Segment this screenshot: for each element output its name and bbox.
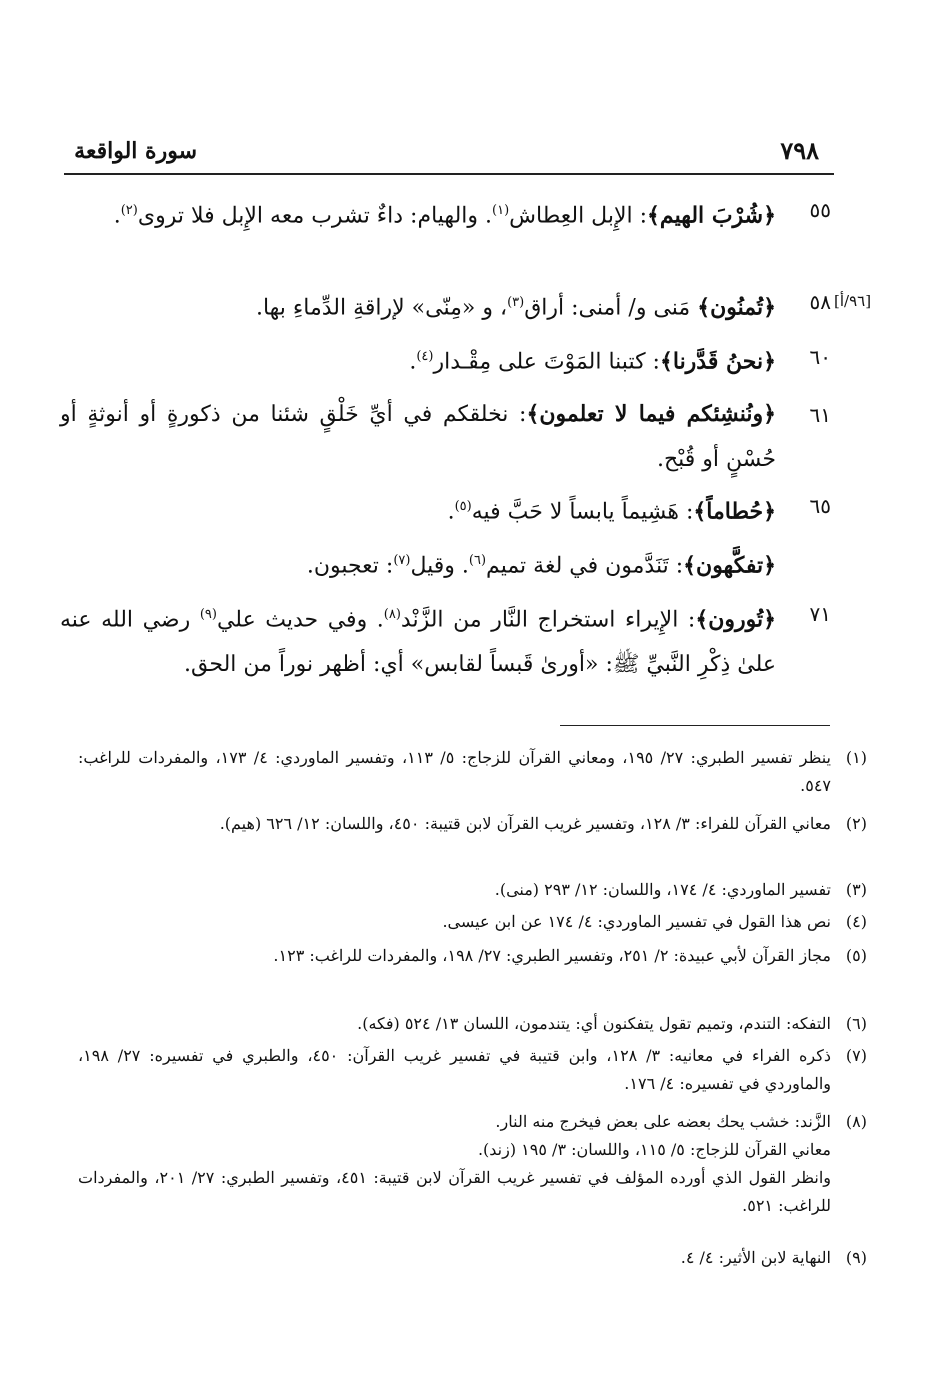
footnote-ref[interactable]: (٢) — [120, 203, 138, 218]
verse-number: ٦١ — [809, 403, 831, 427]
footnote — [78, 810, 867, 838]
footnote-text: نص هذا القول في تفسير الماوردي: ٤/ ١٧٤ عن ابن عيسى. — [442, 912, 831, 931]
footnote — [78, 942, 867, 970]
footnote-text: تفسير الماوردي: ٤/ ١٧٤، واللسان: ١٢/ ٢٩٣ (منى). — [494, 880, 831, 899]
gloss-entry: ﴿نحنُ قَدَّرنا﴾: كتبنا المَوْتَ على مِقْـدار$^{(٤)}$. — [409, 348, 776, 375]
footnote-text: معاني القرآن للفراء: ٣/ ١٢٨، وتفسير غريب القرآن لابن قتيبة: ٤٥٠، واللسان: ١٢/ ٦٢٦ (هيم). — [219, 814, 831, 833]
quran-term: ﴿شُرْبَ الهيم﴾ — [647, 202, 776, 229]
footnote — [78, 1010, 867, 1038]
surah-title: سورة الواقعة — [74, 138, 197, 164]
footnote-separator — [560, 725, 830, 726]
header-rule — [64, 173, 834, 175]
footnote-text: ينظر تفسير الطبري: ٢٧/ ١٩٥، ومعاني القرآن للزجاج: ٥/ ١١٣، وتفسير الماوردي: ٤/ ١٧٣، والمفردات للراغب: ٥٤٧. — [78, 748, 831, 795]
gloss-entry: ﴿تُمنُون﴾ مَنى و/ أمنى: أراق$^{(٣)}$، و «مِنّى» لإراقةِ الدِّماءِ بها. — [255, 294, 776, 321]
footnote-number: (٩) — [845, 1248, 867, 1267]
footnote-number: (٢) — [845, 814, 867, 833]
footnote-ref[interactable]: (٧) — [393, 553, 411, 568]
footnote-number: (٣) — [845, 880, 867, 899]
footnote-text: ذكره الفراء في معانيه: ٣/ ١٢٨، وابن قتيبة في تفسير غريب القرآن: ٤٥٠، والطبري في تفسيره: ٢٧/ ١٩٨، والماوردي في تفسيره: ٤/ ١٧٦. — [78, 1046, 831, 1093]
footnote-ref[interactable]: (٩) — [199, 607, 217, 622]
manuscript-folio: [٩٦/أ] — [834, 292, 872, 310]
footnote — [78, 1244, 867, 1272]
footnote-ref[interactable]: (٦) — [468, 553, 487, 568]
footnote-ref[interactable]: (٣) — [507, 295, 525, 310]
verse-number: ٥٨ — [809, 290, 831, 314]
quran-term: ﴿حُطاماً﴾ — [693, 498, 776, 525]
gloss-entry: ﴿ونُنشِئكم فيما لا تعلمون﴾: نخلقكم في أيِّ خَلْقٍ شئنا من ذكورةٍ أو أنوثةٍ أو حُسْنٍ أو قُبْح. — [60, 401, 776, 472]
quran-term: ﴿نحنُ قَدَّرنا﴾ — [659, 348, 776, 375]
footnote-text: الزَّند: خشب يحك بعضه على بعض فيخرج منه النار. — [495, 1112, 831, 1131]
footnote-ref[interactable]: (٥) — [454, 499, 472, 514]
footnote — [78, 1042, 867, 1098]
footnote-ref[interactable]: (١) — [492, 203, 510, 218]
footnote — [78, 876, 867, 904]
footnote — [78, 908, 867, 936]
footnote-ref[interactable]: (٨) — [383, 607, 401, 622]
footnote-number: (٨) — [845, 1112, 867, 1131]
footnote-text: النهاية لابن الأثير: ٤/ ٤. — [680, 1248, 831, 1267]
footnote-number: (٧) — [845, 1046, 867, 1065]
footnote — [78, 1108, 867, 1220]
quran-term: ﴿تُورون﴾ — [695, 606, 777, 633]
gloss-entry: ﴿تُورون﴾: الإِيراء استخراج النَّار من الزَّنْد$^{(٨)}$. وفي حديث علي$^{(٩)}$ رضي الله عنه علىٰ ذِكْرِ النَّبيِّ ﷺ: «أورىٰ قَبساً لقابس» أي: أظهر نوراً من الحق. — [60, 606, 777, 678]
footnote-ref[interactable]: (٤) — [416, 349, 434, 364]
footnote-text: وانظر القول الذي أورده المؤلف في تفسير غريب القرآن لابن قتيبة: ٤٥١، وتفسير الطبري: ٢٧/ ٢٠١، والمفردات للراغب: ٥٢١. — [78, 1168, 832, 1215]
footnote-number: (٥) — [845, 946, 867, 965]
page-number: ٧٩٨ — [780, 136, 819, 165]
gloss-entry: ﴿حُطاماً﴾: هَشِيماً يابساً لا حَبَّ فيه$^{(٥)}$. — [447, 498, 776, 525]
verse-number: ٦٠ — [809, 345, 831, 369]
verse-number: ٦٥ — [809, 494, 831, 518]
footnote-number: (١) — [845, 748, 867, 767]
verse-number: ٥٥ — [809, 198, 831, 222]
quran-term: ﴿ونُنشِئكم فيما لا تعلمون﴾ — [526, 401, 776, 427]
footnote-text: معاني القرآن للزجاج: ٥/ ١١٥، واللسان: ٣/ ١٩٥ (زند). — [477, 1140, 831, 1159]
footnote-number: (٦) — [845, 1014, 867, 1033]
footnote-text: التفكه: التندم، وتميم تقول يتفكنون أي: يتندمون، اللسان ١٣/ ٥٢٤ (فكه). — [357, 1014, 831, 1033]
quran-term: ﴿تفكَّهون﴾ — [683, 552, 776, 579]
gloss-entry: ﴿تفكَّهون﴾: تَنَدَّمون في لغة تميم$^{(٦)}$. وقيل$^{(٧)}$: تعجبون. — [306, 552, 776, 579]
footnote — [78, 744, 867, 800]
footnote-number: (٤) — [845, 912, 867, 931]
verse-number: ٧١ — [809, 602, 831, 626]
gloss-entry: ﴿شُرْبَ الهيم﴾: الإِبل العِطاش$^{(١)}$. والهيام: داءٌ تشرب معه الإِبل فلا تروى$^{(٢)}$. — [113, 202, 776, 229]
quran-term: ﴿تُمنُون﴾ — [697, 294, 776, 321]
footnote-text: مجاز القرآن لأبي عبيدة: ٢/ ٢٥١، وتفسير الطبري: ٢٧/ ١٩٨، والمفردات للراغب: ١٢٣. — [273, 946, 831, 965]
